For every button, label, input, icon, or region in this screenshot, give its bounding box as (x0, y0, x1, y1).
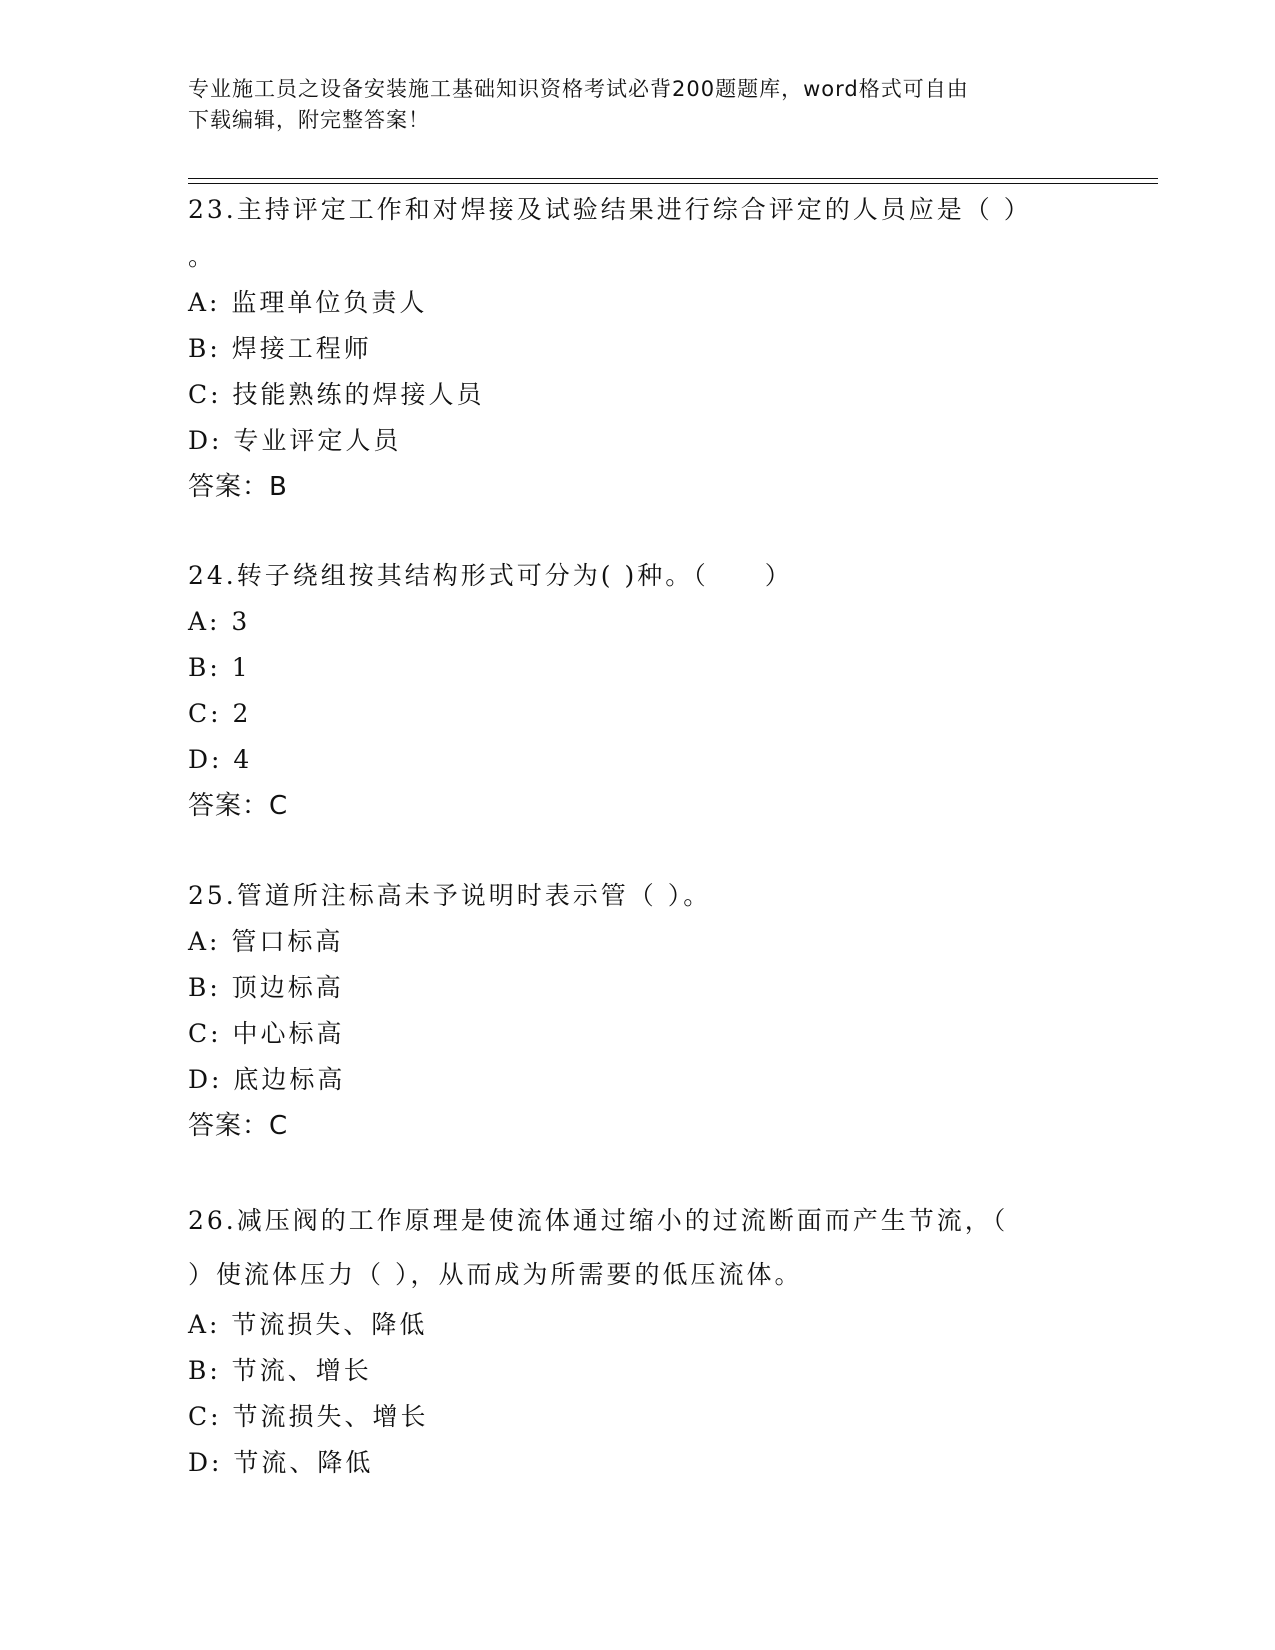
answer: 答案：C (188, 791, 289, 821)
option-b: B: 顶边标高 (188, 973, 344, 1002)
question-title: 23.主持评定工作和对焊接及试验结果进行综合评定的人员应是（ ） 。 (188, 195, 1032, 271)
document-description: 专业施工员之设备安装施工基础知识资格考试必背200题题库，word格式可自由 下载编辑，附完整答案！ (188, 77, 969, 132)
option-c: C: 中心标高 (188, 1019, 345, 1048)
option-d: D: 专业评定人员 (188, 426, 402, 455)
question-24 (188, 552, 1068, 829)
answer: 答案：B (188, 472, 288, 502)
option-c: C: 节流损失、增长 (188, 1402, 429, 1431)
option-b: B: 焊接工程师 (188, 334, 372, 363)
option-d: D: 底边标高 (188, 1065, 346, 1094)
option-d: D: 节流、降低 (188, 1448, 374, 1477)
header-rule-top (188, 178, 1158, 179)
answer: 答案：C (188, 1111, 289, 1141)
option-d: D: 4 (188, 745, 253, 774)
question-title: 24.转子绕组按其结构形式可分为( )种。（ ） (188, 561, 793, 590)
option-a: A: 监理单位负责人 (188, 288, 428, 317)
question-title: 25.管道所注标高未予说明时表示管（ ）。 (188, 881, 712, 910)
question-26 (188, 1194, 1068, 1486)
question-23 (188, 186, 1068, 510)
option-a: A: 节流损失、降低 (188, 1310, 428, 1339)
option-a: A: 管口标高 (188, 927, 344, 956)
header-rule-bottom (188, 183, 1158, 184)
option-b: B: 节流、增长 (188, 1356, 372, 1385)
option-c: C: 技能熟练的焊接人员 (188, 380, 485, 409)
question-title: 26.减压阀的工作原理是使流体通过缩小的过流断面而产生节流，（ ）使流体压力（ ），从而成为所需要的低压流体。 (188, 1206, 1009, 1289)
option-a: A: 3 (188, 607, 251, 636)
option-b: B: 1 (188, 653, 251, 682)
question-25 (188, 872, 1068, 1149)
option-c: C: 2 (188, 699, 252, 728)
